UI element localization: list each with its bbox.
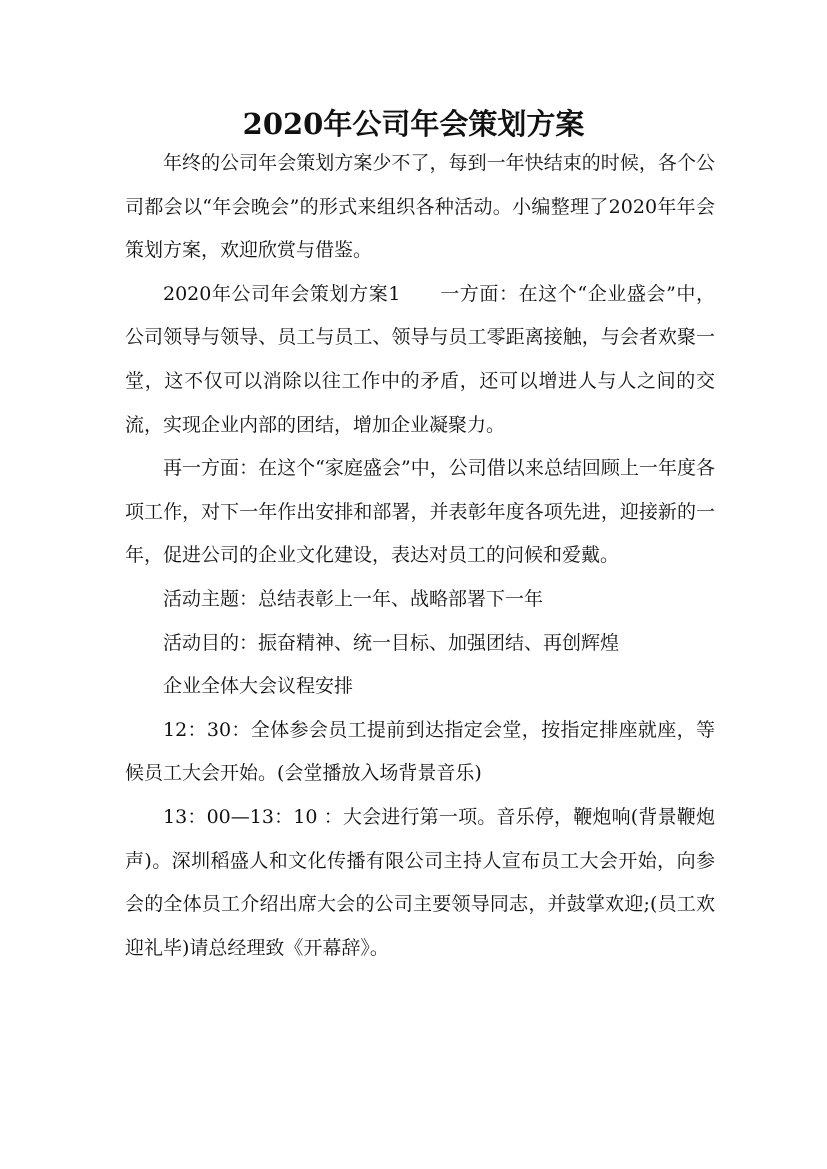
paragraph-agenda-1300: 13：00—13：10 ：大会进行第一项。音乐停，鞭炮响(背景鞭炮声)。深圳稻盛人和文化传播有限公司主持人宣布员工大会开始，向参会的全体员工介绍出席大会的公司主要领导同志，并鼓掌欢迎;(员工欢迎礼毕)请总经理致《开幕辞》。 <box>125 805 715 959</box>
paragraph-intro: 年终的公司年会策划方案少不了，每到一年快结束的时候，各个公司都会以“年会晚会”的形式来组织各种活动。小编整理了2020年年会策划方案，欢迎欣赏与借鉴。 <box>125 152 715 262</box>
paragraph-agenda-1230: 12：30：全体参会员工提前到达指定会堂，按指定排座就座，等候员工大会开始。(会堂播放入场背景音乐) <box>125 718 715 785</box>
paragraph-theme: 活动主题：总结表彰上一年、战略部署下一年 <box>163 587 544 610</box>
paragraph-agenda-heading: 企业全体大会议程安排 <box>163 675 354 698</box>
document-body <box>125 142 715 970</box>
document-title: 2020年公司年会策划方案 <box>242 107 585 141</box>
paragraph-family-gala: 再一方面：在这个“家庭盛会”中，公司借以来总结回顾上一年度各项工作，对下一年作出安排和部署，并表彰年度各项先进，迎接新的一年，促进公司的企业文化建设，表达对员工的问候和爱戴。 <box>125 457 715 567</box>
paragraph-purpose: 活动目的：振奋精神、统一目标、加强团结、再创辉煌 <box>163 631 620 654</box>
paragraph-plan-1: 2020年公司年会策划方案1 一方面：在这个“企业盛会”中，公司领导与领导、员工与员工、领导与员工零距离接触，与会者欢聚一堂，这不仅可以消除以往工作中的矛盾，还可以增进人与人之间的交流，实现企业内部的团结，增加企业凝聚力。 <box>125 282 715 436</box>
